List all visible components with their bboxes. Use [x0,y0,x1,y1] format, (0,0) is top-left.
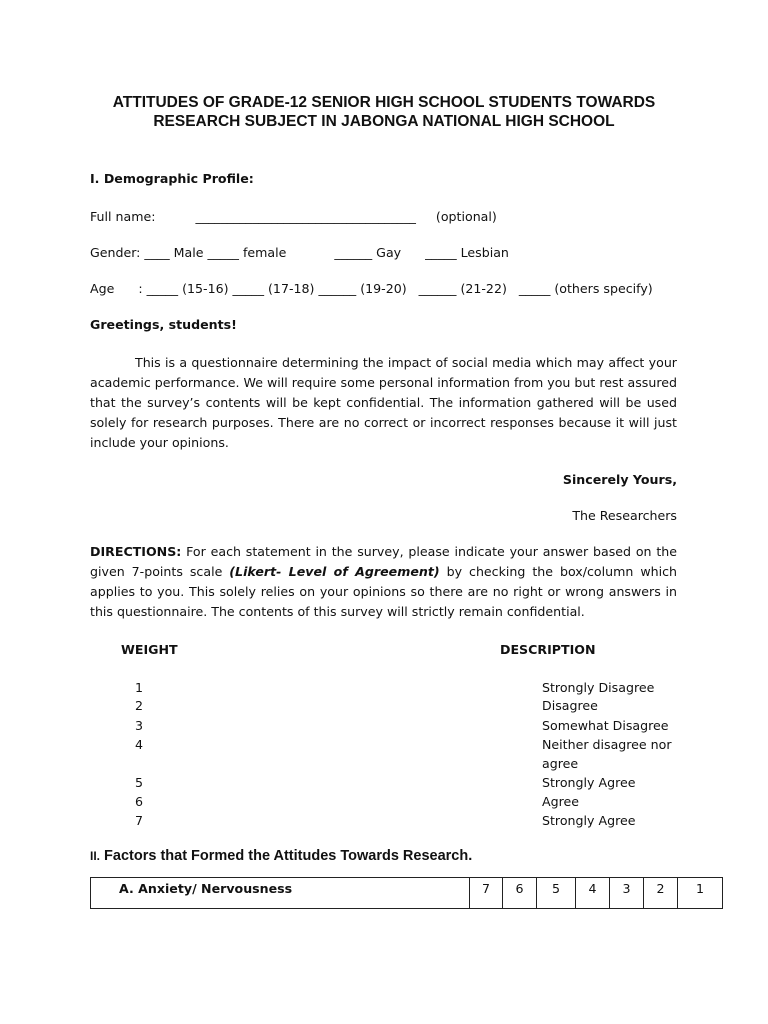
scale-weight-2: 2 [135,698,144,713]
factor-column-7[interactable]: 7 [470,878,503,909]
directions-label: DIRECTIONS: [90,544,182,559]
scale-weight-1: 1 [135,680,144,695]
closing-signature: The Researchers [572,508,677,523]
scale-weight-5: 5 [135,775,144,790]
gender-field[interactable]: Gender: ____ Male _____ female ______ Gay _____ Lesbian [90,245,509,260]
scale-description-4: Neither disagree nor agree [542,737,672,771]
section-2-title: Factors that Formed the Attitudes Towards Research. [100,848,473,864]
directions-emphasis: (Likert- Level of Agreement) [229,564,440,579]
section-2-prefix: II. [90,849,101,863]
age-field[interactable]: Age : _____ (15-16) _____ (17-18) ______ (19-20) ______ (21-22) _____ (others specify) [90,281,653,296]
description-header: DESCRIPTION [500,642,596,657]
factor-column-5[interactable]: 5 [537,878,576,909]
fullname-field[interactable]: Full name: ___________________________________ (optional) [90,209,497,224]
factor-column-3[interactable]: 3 [610,878,644,909]
scale-weight-3: 3 [135,718,144,733]
factor-table [90,877,723,909]
section-2-heading [90,848,472,864]
intro-paragraph: This is a questionnaire determining the impact of social media which may affect your academic performance. We will require some personal information from you but rest assured that the survey’s contents will be kept confidential. The information gathered will be used solely for research purposes. There are no correct or incorrect responses because it will just include your opinions. [90,355,677,450]
scale-description-3: Somewhat Disagree [542,718,669,733]
document-title-line-2: RESEARCH SUBJECT IN JABONGA NATIONAL HIGH SCHOOL [153,113,615,130]
directions-text-2: by checking the box/column which applies to you. This solely relies on your opinions so there are no right or wrong answers in this questionnaire. The contents of this survey will strictly remain confidential. [90,564,678,619]
weight-header: WEIGHT [121,642,178,657]
scale-description-6: Agree [542,794,580,809]
demographic-heading: I. Demographic Profile: [90,171,254,186]
closing-sincerely: Sincerely Yours, [562,472,677,487]
scale-weight-7: 7 [135,813,144,828]
factor-table-header-row [91,878,723,909]
directions-paragraph [90,542,677,622]
scale-weight-6: 6 [135,794,144,809]
scale-description-7: Strongly Agree [542,813,636,828]
greeting: Greetings, students! [90,317,237,332]
scale-description-5: Strongly Agree [542,775,636,790]
factor-column-1[interactable]: 1 [678,878,723,909]
directions-text-1: For each statement in the survey, please indicate your answer based on the given 7-points scale [90,544,677,579]
document-title-line-1: ATTITUDES OF GRADE-12 SENIOR HIGH SCHOOL STUDENTS TOWARDS [112,94,656,111]
scale-weight-4: 4 [135,737,144,752]
scale-description-2: Disagree [542,698,598,713]
factor-column-2[interactable]: 2 [644,878,678,909]
scale-description-1: Strongly Disagree [542,680,655,695]
factor-label-cell: A. Anxiety/ Nervousness [91,878,470,909]
factor-column-4[interactable]: 4 [576,878,610,909]
factor-column-6[interactable]: 6 [503,878,537,909]
